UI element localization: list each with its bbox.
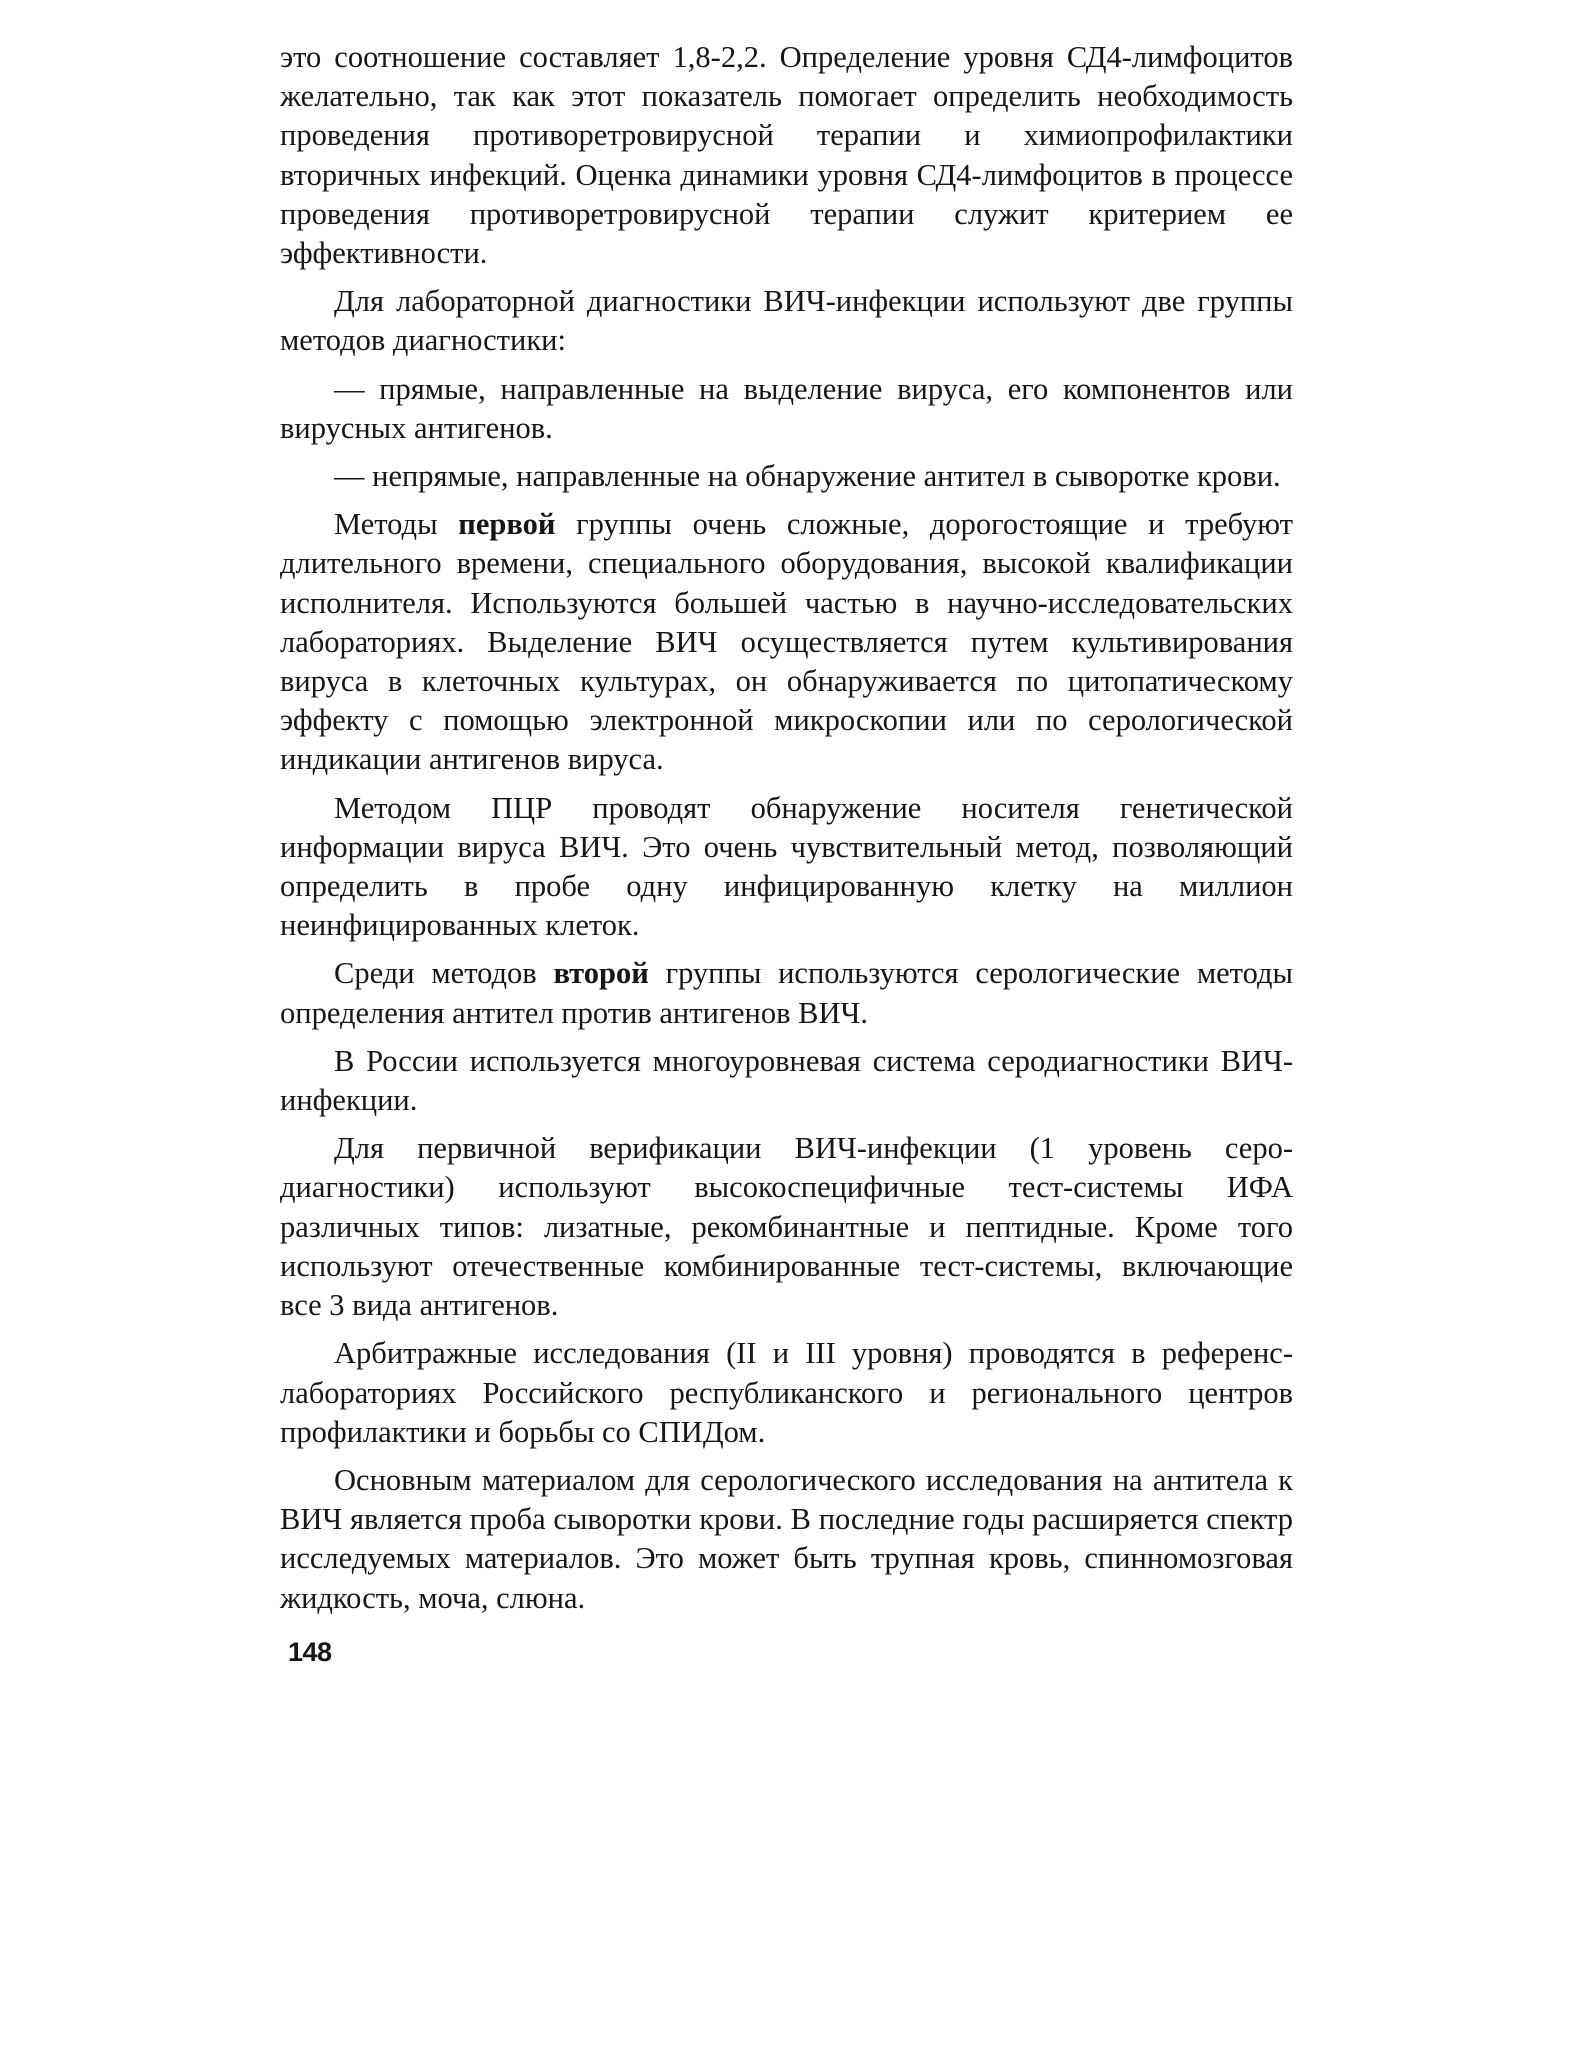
text-run: Методы	[334, 507, 459, 542]
text-run: — непрямые, направленные на обнаружение антител в сыворотке крови.	[334, 459, 1281, 494]
text-run: группы используются серологические методы определения антител против антигенов ВИЧ.	[280, 956, 1293, 1030]
bold-term-first: первой	[458, 507, 556, 542]
text-run: группы очень сложные, дорогостоящие и требуют длительного времени, специального оборудования, высокой квалификации исполнителя. Используются большей частью в научно-исследовательских лабораториях. Выделение ВИЧ осуществляется путем культивирования вируса в клеточных культурах, он обнаруживается по цитопатическому эффекту с помощью электронной микроскопии или по серологической индикации антигенов вируса.	[280, 507, 1293, 777]
text-run: Среди методов	[334, 956, 554, 991]
list-item-indirect-methods	[280, 457, 1293, 496]
list-item-direct-methods	[280, 370, 1293, 448]
page-body	[280, 38, 1293, 1627]
text-run: В России используется многоуровневая система серодиагностики ВИЧ-инфекции.	[280, 1043, 1293, 1118]
paragraph	[280, 505, 1293, 779]
paragraph	[280, 1129, 1293, 1325]
paragraph	[280, 38, 1293, 273]
text-run: Основным материалом для серологического исследования на антитела к ВИЧ является проба сыворотки крови. В последние годы расширяется спектр исследуемых материалов. Это может быть трупная кровь, спинномозговая жидкость, моча, слюна.	[280, 1462, 1293, 1615]
text-run: Арбитражные исследования (II и III уровня) проводятся в референс-лабораториях Российского республиканского и регионального центров профилактики и борьбы со СПИДом.	[280, 1336, 1293, 1449]
text-run: Для лабораторной диагностики ВИЧ-инфекции используют две группы методов диагностики:	[280, 284, 1293, 358]
paragraph	[280, 1334, 1293, 1452]
paragraph	[280, 282, 1293, 360]
page-number: 148	[288, 1637, 332, 1667]
paragraph	[280, 1042, 1293, 1120]
bold-term-second: второй	[553, 956, 649, 991]
paragraph	[280, 789, 1293, 946]
text-run: — прямые, направленные на выделение вируса, его компонентов или вирусных антигенов.	[280, 371, 1293, 445]
text-run: Для первичной верификации ВИЧ-инфекции (1 уровень серодиагностики) используют высокоспецифичные тест-системы ИФА различных типов: лизатные, рекомбинантные и пептидные. Кроме того используют отечественные комбинированные тест-системы, включающие все 3 вида антигенов.	[280, 1131, 1293, 1323]
paragraph	[280, 1461, 1293, 1618]
text-run: это соотношение составляет 1,8-2,2. Определение уровня СД4-лимфоцитов желательно, так как этот показатель помогает определить необходимость проведения противоретровирусной терапии и химиопрофилактики вторичных инфекций. Оценка динамики уровня СД4-лимфоцитов в процессе проведения противоретровирусной терапии служит критерием ее эффективности.	[280, 40, 1293, 271]
paragraph	[280, 954, 1293, 1032]
text-run: Методом ПЦР проводят обнаружение носителя генетической информации вируса ВИЧ. Это очень чувствительный метод, позволяющий определить в пробе одну инфицированную клетку на миллион неинфицированных клеток.	[280, 790, 1293, 943]
